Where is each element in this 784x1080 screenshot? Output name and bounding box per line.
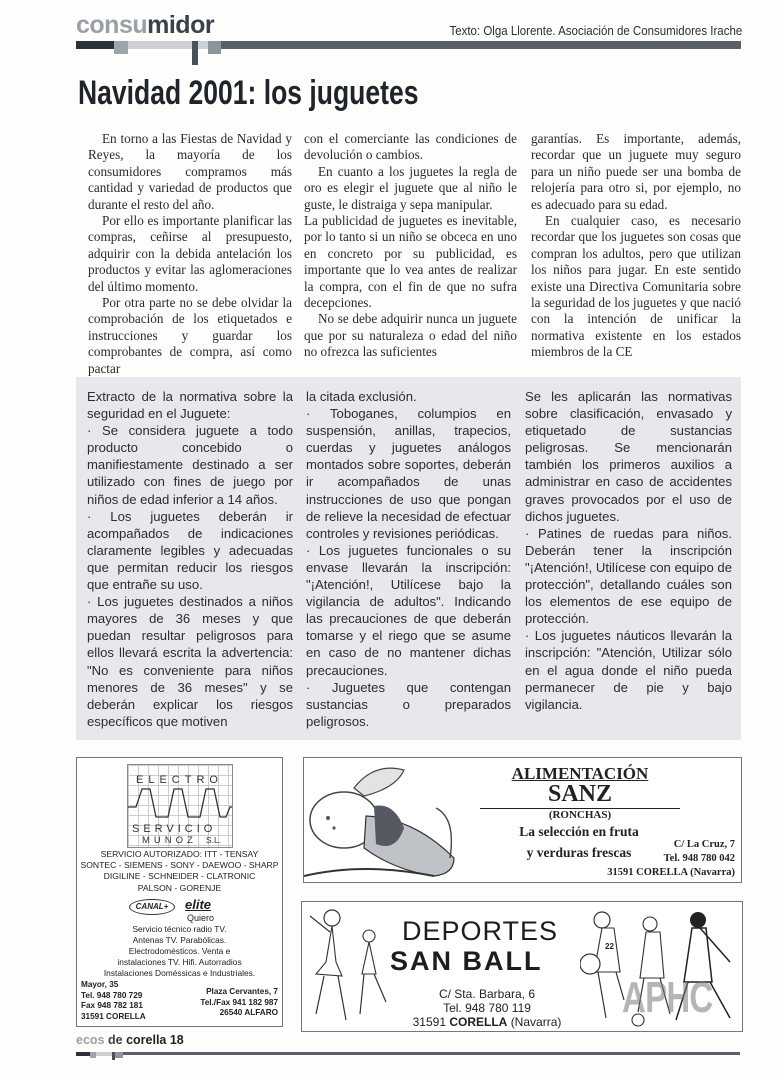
service-line: Electrodomésticos. Venta e (128, 946, 231, 956)
article-title: Navidad 2001: los juguetes (78, 74, 419, 112)
regulation-item: Se les aplicarán las normativas sobre clasificación, envasado y etiquetado de sustancias peligrosas. Se mencionarán también los primeros auxilios a administrar en caso de accidentes graves provocados por el uso de dichos juguetes. (525, 389, 732, 524)
regulation-column-1 (87, 388, 293, 730)
electro-logo-sl: S.L. (206, 835, 222, 845)
sanz-line3: (RONCHAS) (548, 809, 612, 821)
sanz-contact: C/ La Cruz, 7 Tel. 948 780 042 31591 CORELLA (Navarra) (607, 839, 735, 878)
regulation-item: · Se considera juguete a todo producto concebido o manifiestamente destinado a ser utilizado con fines de juego por niños de edad inferior a 14 años. (87, 423, 293, 507)
article-column-1 (88, 131, 292, 377)
paragraph: En cualquier caso, es necesario recordar que los juguetes son cosas que compran los adultos, pero que utilizan los niños para jugar. En este sentido existe una Directiva Comunitaria sobre la seguridad de los juguetes y que nació con la intención de unificar la normativa existente en los estados miembros de la CE (531, 213, 741, 360)
paragraph: La publicidad de juguetes es inevitable, por lo tanto si un niño se obceca en uno en concreto por su publicidad, es importante que lo vea antes de realizar la compra, con el fin de que no sufra decepciones. (304, 213, 517, 311)
footer-publication: ecos de corella 18 (76, 1033, 184, 1047)
brand-line: DIGILINE - SCHNEIDER - CLATRONIC (103, 871, 256, 882)
paragraph: En torno a las Fiestas de Navidad y Reyes, la mayoría de los consumidores compramos más cantidad y variedad de productos que durante el resto del año. (88, 131, 292, 212)
electro-logo-top: ELECTRO (136, 774, 223, 786)
address-corella: Mayor, 35 Tel. 948 780 729 Fax 948 782 181 31591 CORELLA (81, 980, 146, 1021)
service-line: Antenas TV. Parabólicas. (132, 935, 227, 945)
quiero-logo: Quiero (187, 913, 215, 923)
paragraph: Por otra parte no se debe olvidar la comprobación de los etiquetados e instrucciones y guardar los comprobantes de compra, así como pactar (88, 295, 292, 376)
aphc-watermark: APHC (622, 973, 713, 1022)
ad-electro-servicio (76, 757, 283, 1027)
canal-plus-logo: CANAL+ (129, 899, 175, 915)
paragraph: En cuanto a los juguetes la regla de oro es elegir el juguete que al niño le guste, le distraiga y sepa manipular. (304, 163, 517, 212)
article-column-3 (531, 131, 741, 361)
athletes-left-illustration (302, 902, 392, 1028)
regulation-item: · Los juguetes náuticos llevarán la inscripción: "Atención, Utilizar sólo en el agua donde el niño pueda permanecer de pie y bajo vigilancia. (525, 628, 732, 712)
section-logo-part2: midor (147, 11, 215, 39)
regulation-item: · Juguetes que contengan sustancias o preparados peligrosos. (306, 679, 511, 729)
fruit-illustration (304, 758, 484, 880)
paragraph: No se debe adquirir nunca un juguete que por su naturaleza o edad del niño no ofrezca las suficientes (304, 311, 517, 360)
paragraph: garantías. Es importante, además, recordar que un juguete muy seguro para un niño puede ser una bomba de relojería para otro si, por ejemplo, no es adecuado para su edad. (531, 131, 741, 212)
electro-logo (127, 764, 233, 848)
regulation-item: · Los juguetes deberán ir acompañados de indicaciones claramente legibles y adecuadas que permitan reducir los riesgos que entrañe su uso. (87, 508, 293, 593)
deportes-contact: C/ Sta. Barbara, 6 Tel. 948 780 119 31591 CORELLA (Navarra) (412, 987, 562, 1029)
ad-alimentacion-sanz (303, 757, 742, 883)
elite-logo: elite (185, 897, 212, 912)
deportes-line2: SAN BALL (390, 946, 543, 976)
sanz-line1: ALIMENTACIÓN (511, 764, 649, 783)
section-logo (76, 10, 214, 40)
regulation-column-2 (306, 388, 511, 730)
regulation-item: · Los juguetes funcionales o su envase llevarán la inscripción: "¡Atención!, Utilícese bajo la vigilancia de adultos". Indicando las precauciones de que deberán tomarse y el riego que se asume en caso de no mantener dichas precauciones. (306, 542, 511, 678)
address-alfaro: Plaza Cervantes, 7 Tel./Fax 941 182 987 26540 ALFARO (200, 987, 278, 1018)
deportes-line1: DEPORTES (402, 916, 559, 946)
section-logo-part1: consu (76, 11, 148, 39)
regulation-item: · Patines de ruedas para niños. Deberán tener la inscripción "¡Atención!, Utilícese con equipo de protección", detallando cuáles son los elementos de ese equipo de protección. (525, 525, 732, 627)
brand-line: SERVICIO AUTORIZADO: ITT - TENSAY (100, 849, 259, 859)
brand-line: SONTEC - SIEMENS - SONY - DAEWOO - SHARP (80, 860, 279, 871)
author-credit: Texto: Olga Llorente. Asociación de Consumidores Irache (449, 24, 742, 38)
brand-list (77, 849, 282, 894)
regulation-item: Extracto de la normativa sobre la seguridad en el Juguete: (87, 389, 293, 422)
sanz-line2: SANZ (480, 780, 680, 809)
ad-deportes-san-ball (301, 901, 743, 1032)
paragraph: con el comerciante las condiciones de devolución o cambios. (304, 131, 517, 163)
service-line: Instalaciones Doméssicas e Industriales. (103, 968, 256, 978)
electro-logo-name: MUNOZ (142, 835, 197, 846)
electro-logo-bottom: SERVICIO (132, 823, 217, 835)
regulation-column-3 (525, 388, 732, 713)
page-number: 18 (169, 1033, 184, 1047)
services-list (77, 924, 282, 979)
paragraph: Por ello es importante planificar las compras, ceñirse al presupuesto, adquirir con la debida antelación los productos y evitar las aglomeraciones del último momento. (88, 213, 292, 294)
regulation-item: · Toboganes, columpios en suspensión, anillas, trapecios, cuerdas y juguetes análogos montados sobre soportes, deberán ir acompañados de unas instrucciones de uso que pongan de relieve la necesidad de efectuar controles y revisiones periódicas. (306, 406, 511, 541)
regulation-item: la citada exclusión. (306, 389, 417, 404)
service-line: instalaciones TV. Hifi. Autorradios (117, 957, 242, 967)
jersey-number: 22 (605, 942, 614, 951)
service-line: Servicio técnico radio TV. (132, 924, 227, 934)
brand-line: PALSON - GORENJE (137, 882, 222, 893)
sanz-tagline: La selección en fruta y verduras frescas (519, 824, 639, 860)
article-column-2 (304, 131, 517, 361)
regulation-item: · Los juguetes destinados a niños mayores de 36 meses y que puedan resultar peligrosos para ellos llevará escrita la advertencia: "No es conveniente para niños menores de 36 meses" y se deberán explicar los riesgos específicos que motiven (87, 594, 293, 729)
